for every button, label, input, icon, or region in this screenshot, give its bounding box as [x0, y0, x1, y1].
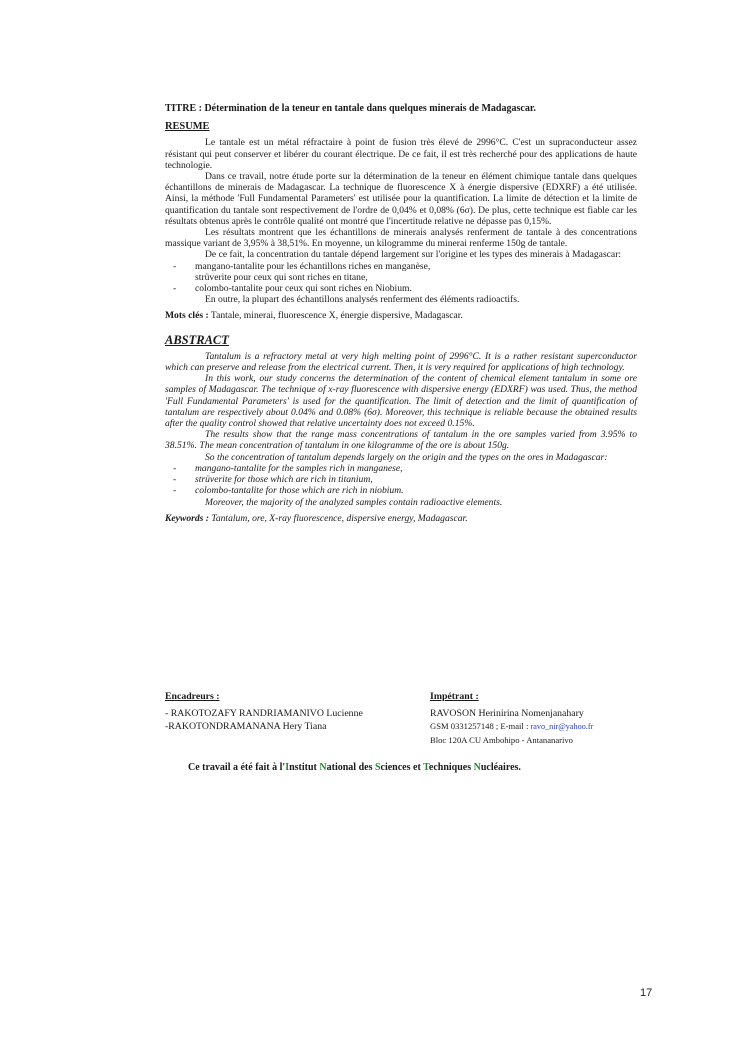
list-item — [165, 261, 637, 272]
abstract-paragraph-5: Moreover, the majority of the analyzed samples contain radioactive elements. — [205, 496, 503, 508]
keywords-text: Tantale, minerai, fluorescence X, énergie dispersive, Madagascar. — [210, 310, 463, 322]
institute-word: echniques — [428, 762, 474, 773]
institute-word: nstitut — [289, 762, 320, 773]
abstract-keywords — [165, 513, 637, 524]
dash-marker: - — [173, 462, 177, 474]
abstract-paragraph-4: So the concentration of tantalum depends largely on the origin and the types on the ores in Madagascar: — [205, 451, 608, 463]
abstract-list — [165, 463, 637, 497]
dash-marker: - — [173, 283, 177, 295]
dash-marker: - — [173, 485, 177, 497]
supervisor-name: -RAKOTONDRAMANANA Hery Tiana — [165, 721, 327, 732]
resume-heading: RESUME — [165, 121, 210, 133]
resume-paragraph-5: En outre, la plupart des échantillons analysés renferment des éléments radioactifs. — [205, 294, 520, 306]
document-title: TITRE : Détermination de la teneur en tantale dans quelques minerais de Madagascar. — [165, 103, 536, 114]
abstract-heading: ABSTRACT — [165, 332, 229, 347]
keywords-text: Tantalum, ore, X-ray fluorescence, dispersive energy, Madagascar. — [211, 512, 468, 524]
resume-paragraph-2: Dans ce travail, notre étude porte sur la détermination de la teneur en élément chimique tantale dans quelques échantillons de minerais de Madagascar. La technique de fluorescence X à énergie dispersive (EDXRF) a été utilisée. Ainsi, la méthode 'Full Fundamental Parameters' est utilisée pour la quantification. La limite de détection et la limite de quantification du tantale sont respectivement de l'ordre de 0,04% et 0,08% (6σ). De plus, cette technique est fiable car les résultats obtenus après le contrôle qualité ont montré que l'incertitude relative ne dépasse pas 0,15%. — [165, 171, 637, 227]
resume-list — [165, 261, 637, 295]
list-item — [165, 272, 637, 283]
resume-section — [165, 121, 637, 321]
candidate-address: Bloc 120A CU Ambohipo - Antananarivo — [430, 734, 573, 745]
abstract-paragraph-1: Tantalum is a refractory metal at very high melting point of 2996°C. It is a rather resistant superconductor which can preserve and release from the electrical current. Then, it is very required for applications of high technology. — [165, 350, 637, 374]
abstract-paragraph-2: In this work, our study concerns the determination of the content of chemical element tantalum in some ore samples of Madagascar. The technique of x-ray fluorescence with dispersive energy (EDXRF) was used. Thus, the method 'Full Fundamental Parameters' is used for the quantification. The limit of detection and the limit of quantification of tantalum are respectively about 0.04% and 0.08% (6σ). Moreover, this technique is reliable because the obtained results after the quality control showed that relative uncertainty does not exceed 0.15%. — [165, 373, 637, 430]
list-item — [165, 463, 637, 474]
candidate-contact — [430, 720, 670, 734]
candidate-email-link[interactable]: ravo_nir@yahoo.fr — [530, 722, 594, 731]
list-item-text: mangano-tantalite pour les échantillons riches en manganèse, — [195, 260, 431, 272]
resume-paragraph-1: Le tantale est un métal réfractaire à point de fusion très élevé de 2996°C. C'est un supraconducteur assez résistant qui peut conserver et libérer du courant électrique. De ce fait, il est très recherché pour des applications de haute technologie. — [165, 137, 637, 171]
list-item — [165, 474, 637, 485]
dash-marker: - — [173, 260, 177, 272]
resume-paragraph-4: De ce fait, la concentration du tantale dépend largement sur l'origine et les types des minerais à Madagascar: — [205, 249, 622, 261]
main-content — [165, 103, 637, 524]
institute-prefix: Ce travail a été fait à l' — [188, 762, 286, 773]
list-item — [165, 283, 637, 294]
candidate-gsm: GSM 0331257148 ; E-mail : — [430, 721, 529, 731]
resume-keywords — [165, 310, 637, 321]
resume-paragraph-3: Les résultats montrent que les échantillons de minerais analysés renferment de tantale à des concentrations massique variant de 3,95% à 38,51%. En moyenne, un kilogramme du minerai renferme 150g de tantale. — [165, 227, 637, 250]
list-item-text: colombo-tantalite pour ceux qui sont riches en Niobium. — [195, 283, 412, 295]
abstract-section — [165, 332, 637, 524]
list-item — [165, 485, 637, 496]
institute-initial: S — [374, 762, 381, 773]
dash-marker: - — [173, 474, 177, 486]
list-item-text: strüverite for those which are rich in titanium, — [195, 474, 373, 486]
supervisors-heading: Encadreurs : — [165, 691, 220, 702]
institute-initial: N — [473, 762, 481, 773]
institute-statement — [188, 762, 521, 773]
supervisors-block — [165, 690, 425, 734]
institute-word: ucléaires. — [480, 762, 521, 773]
institute-initial: T — [423, 762, 429, 773]
candidate-name: RAVOSON Herinirina Nomenjanahary — [430, 707, 584, 719]
candidate-block — [430, 690, 670, 747]
list-item-text: mangano-tantalite for the samples rich in manganese, — [195, 462, 403, 474]
abstract-paragraph-3: The results show that the range mass concentrations of tantalum in the ore samples varied from 3.95% to 38.51%. The mean concentration of tantalum in one kilogramme of the ore is about 150g. — [165, 429, 637, 452]
institute-word: ational des — [326, 762, 375, 773]
supervisor-name: - RAKOTOZAFY RANDRIAMANIVO Lucienne — [165, 707, 363, 719]
candidate-heading: Impétrant : — [430, 691, 479, 702]
keywords-label: Mots clés : — [165, 310, 209, 322]
list-item-text: strüverite pour ceux qui sont riches en titane, — [195, 271, 368, 283]
institute-initial: I — [285, 762, 290, 773]
institute-initial: N — [319, 762, 327, 773]
page-number: 17 — [640, 987, 653, 999]
institute-word: ciences et — [380, 762, 424, 773]
list-item-text: colombo-tantalite for those which are rich in niobium. — [195, 485, 404, 497]
keywords-label: Keywords : — [165, 512, 209, 524]
